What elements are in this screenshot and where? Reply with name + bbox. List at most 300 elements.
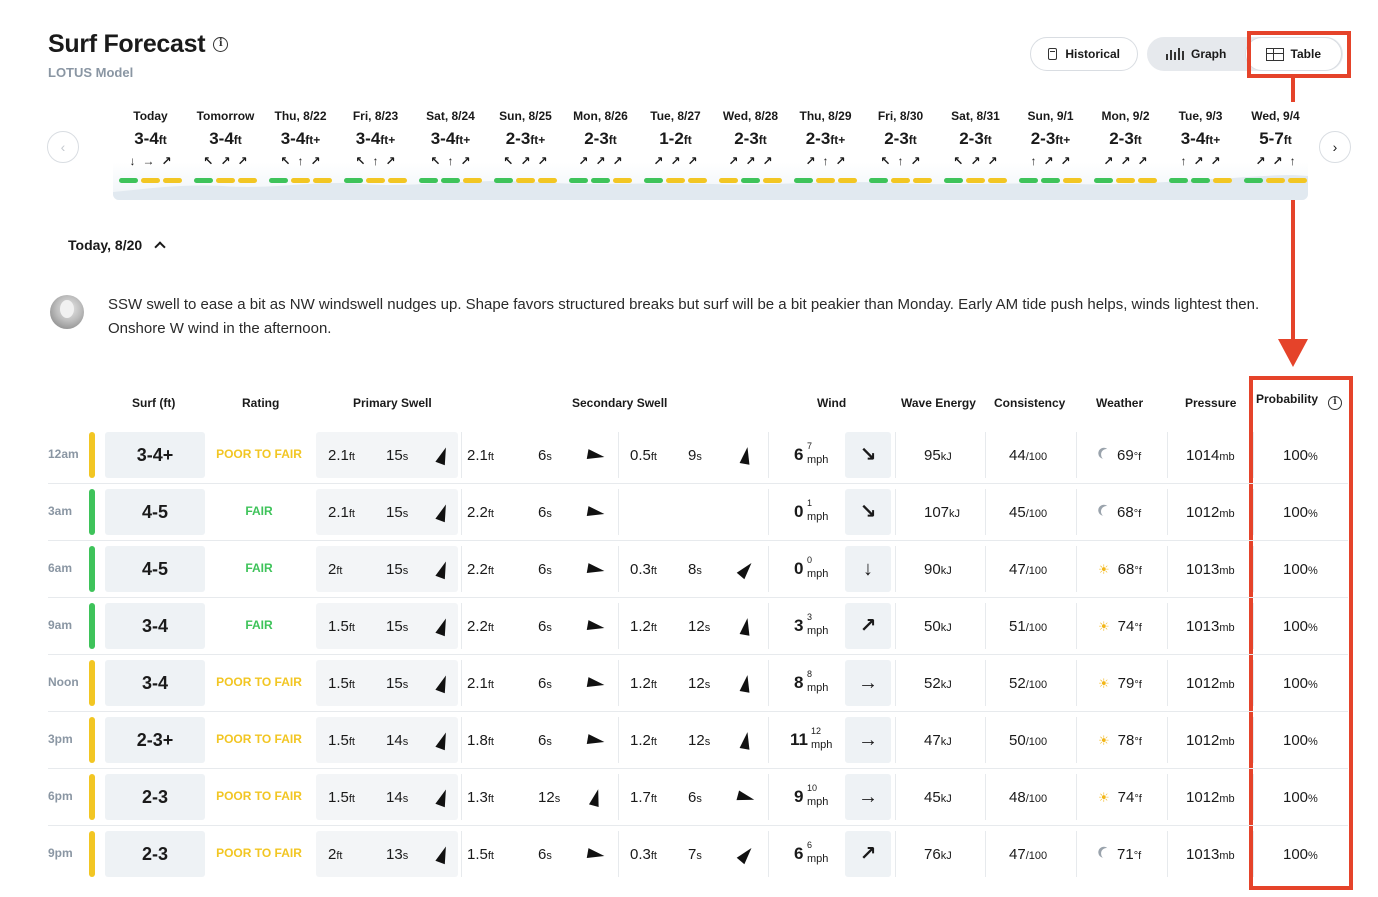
day-surf-height: [1163, 129, 1238, 149]
day-name: Thu, 8/29: [799, 109, 852, 123]
rating-bar: [1094, 178, 1113, 183]
pressure: [1186, 504, 1235, 521]
col-consistency: Consistency: [994, 396, 1066, 410]
primary-swell-period-unit: s: [402, 850, 409, 862]
divider: [985, 489, 986, 535]
secondary-swell-height: [467, 789, 494, 806]
secondary-swell-height-unit: ft: [487, 793, 494, 805]
pressure-unit: mb: [1219, 622, 1235, 634]
wind-arrow-icon: ↗: [859, 843, 877, 865]
primary-swell-period: [386, 561, 408, 578]
wind-speed: [794, 669, 829, 694]
probability-value: 100: [1283, 504, 1309, 521]
rating-bar: [719, 178, 738, 183]
consistency-unit: /100: [1025, 565, 1048, 577]
primary-swell-period-value: 13: [386, 846, 403, 863]
consistency-value: 48: [1009, 789, 1026, 806]
secondary-swell-direction-icon: [587, 620, 605, 633]
day-surf-height: [563, 129, 638, 149]
wind-direction: [845, 660, 891, 706]
tertiary-swell-height-value: 0.5: [630, 447, 651, 464]
day-tile[interactable]: [713, 102, 788, 183]
divider: [1167, 717, 1168, 763]
primary-swell-period: [386, 504, 408, 521]
primary-swell-period-unit: s: [402, 451, 409, 463]
pressure-value: 1014: [1186, 447, 1220, 464]
wind-gust: 8: [807, 669, 813, 679]
day-wind-arrows: [863, 154, 938, 168]
consistency: [1009, 561, 1047, 578]
secondary-swell-height-value: 2.2: [467, 561, 488, 578]
pressure-unit: mb: [1219, 736, 1235, 748]
primary-swell-period: [386, 789, 408, 806]
divider: [1167, 660, 1168, 706]
pressure-value: 1013: [1186, 618, 1220, 635]
divider: [1076, 831, 1077, 877]
day-wind-arrows: [638, 154, 713, 168]
primary-swell-period: [386, 675, 408, 692]
consistency-unit: /100: [1025, 679, 1048, 691]
day-wind-arrows: [113, 154, 188, 168]
table-row[interactable]: [48, 769, 1348, 826]
wind-arrow-icon: ↗: [1210, 154, 1221, 168]
wave-energy-value: 52: [924, 675, 941, 692]
wind-arrow-icon: ↗: [1043, 154, 1054, 168]
secondary-swell-period-value: 6: [538, 504, 547, 521]
rating-bar: [869, 178, 888, 183]
tertiary-swell-period: [688, 447, 702, 464]
primary-swell-period: [386, 846, 408, 863]
row-time: 9pm: [48, 846, 73, 860]
day-surf-plus: +: [388, 133, 396, 147]
tertiary-swell-direction-icon: [737, 845, 756, 864]
probability-info-icon[interactable]: i: [1328, 396, 1342, 410]
tertiary-swell-period-unit: s: [704, 679, 711, 691]
day-surf-unit: ft: [1055, 133, 1064, 147]
probability: [1283, 846, 1318, 863]
day-name: Wed, 9/4: [1251, 109, 1300, 123]
temperature-value: 74: [1117, 618, 1135, 635]
day-rating-bars: [938, 178, 1013, 183]
wind-gust: 1: [807, 498, 813, 508]
primary-swell-height-unit: ft: [348, 508, 355, 520]
primary-swell-height-unit: ft: [348, 736, 355, 748]
probability-unit: %: [1308, 850, 1318, 862]
day-name: Sun, 9/1: [1027, 109, 1074, 123]
rating-color-bar: [89, 831, 95, 877]
divider: [1253, 831, 1254, 877]
secondary-swell-direction-icon: [587, 677, 605, 690]
sun-icon: ☀: [1098, 619, 1110, 634]
secondary-swell-period: [538, 846, 552, 863]
wind-unit: mph: [807, 853, 829, 865]
day-wind-arrows: [1088, 154, 1163, 168]
day-surf-unit: ft: [158, 133, 167, 147]
col-probability: [1256, 388, 1342, 410]
day-wind-arrows: [488, 154, 563, 168]
rating-label: FAIR: [245, 504, 273, 518]
wave-energy: [924, 561, 952, 578]
probability-unit: %: [1308, 622, 1318, 634]
rating-bar: [313, 178, 332, 183]
day-tile[interactable]: [638, 102, 713, 183]
wind-unit: mph: [807, 625, 829, 637]
wind-arrow-icon: ↑: [1289, 154, 1296, 168]
day-tile[interactable]: [263, 102, 338, 183]
day-tile[interactable]: [788, 102, 863, 183]
day-surf-unit: ft: [908, 133, 917, 147]
tertiary-swell-height: [630, 561, 657, 578]
probability: [1283, 675, 1318, 692]
row-time: 3pm: [48, 732, 73, 746]
pressure-value: 1012: [1186, 675, 1220, 692]
day-name: Tue, 9/3: [1178, 109, 1223, 123]
divider: [768, 717, 769, 763]
forecast-table: [48, 427, 1348, 883]
rating-bar: [194, 178, 213, 183]
divider: [1253, 489, 1254, 535]
col-rating: Rating: [242, 396, 280, 410]
col-wind: Wind: [817, 396, 847, 410]
day-wind-arrows: [1238, 154, 1308, 168]
wind-arrow-icon: ↑: [1030, 154, 1037, 168]
probability: [1283, 447, 1318, 464]
wind-arrow-icon: ↖: [503, 154, 514, 168]
consistency-unit: /100: [1025, 451, 1048, 463]
consistency-value: 52: [1009, 675, 1026, 692]
primary-swell-height: [328, 561, 342, 578]
secondary-swell-period: [538, 618, 552, 635]
secondary-swell-period-value: 12: [538, 789, 555, 806]
divider: [1076, 489, 1077, 535]
wind-gust: 10: [807, 783, 818, 793]
col-weather: Weather: [1096, 396, 1144, 410]
divider: [618, 432, 619, 478]
divider: [461, 774, 462, 820]
tertiary-swell-height-value: 1.2: [630, 675, 651, 692]
secondary-swell-period: [538, 561, 552, 578]
wind-arrow-icon: ↖: [880, 154, 891, 168]
day-name: Wed, 8/28: [722, 109, 779, 123]
day-rating-bars: [263, 178, 338, 183]
day-tile[interactable]: [1013, 102, 1088, 183]
temperature-unit: °f: [1134, 736, 1142, 748]
day-surf-value: 3-4: [430, 129, 456, 148]
weather: [1098, 618, 1142, 635]
wind-gust: 6: [807, 840, 813, 850]
divider: [1167, 546, 1168, 592]
wind-arrow-icon: ↗: [385, 154, 396, 168]
secondary-swell-height-value: 2.2: [467, 504, 488, 521]
wave-energy: [924, 846, 952, 863]
day-surf-value: 2-3: [584, 129, 609, 148]
consistency: [1009, 675, 1047, 692]
primary-swell-height-value: 1.5: [328, 675, 349, 692]
chevron-right-icon: ›: [1332, 139, 1338, 155]
divider: [985, 660, 986, 706]
temperature-unit: °f: [1133, 508, 1142, 520]
primary-swell-period-unit: s: [402, 793, 409, 805]
divider: [1253, 717, 1254, 763]
primary-swell-height-value: 1.5: [328, 789, 349, 806]
secondary-swell-height-unit: ft: [487, 622, 494, 634]
rating-bar: [988, 178, 1007, 183]
rating-bar: [344, 178, 363, 183]
selected-day-toggle[interactable]: [68, 237, 164, 253]
table-row[interactable]: [48, 598, 1348, 655]
day-rating-bars: [638, 178, 713, 183]
table-row[interactable]: [48, 541, 1348, 598]
tertiary-swell-height-unit: ft: [650, 850, 657, 862]
wind-direction: [845, 717, 891, 763]
secondary-swell-height-unit: ft: [487, 565, 494, 577]
rating-bar: [666, 178, 685, 183]
temperature-unit: °f: [1133, 451, 1142, 463]
consistency-unit: /100: [1025, 736, 1048, 748]
day-name: Thu, 8/22: [274, 109, 327, 123]
rating-color-bar: [89, 774, 95, 820]
secondary-swell-period-unit: s: [546, 508, 552, 520]
pressure: [1186, 447, 1235, 464]
tertiary-swell-direction-icon: [740, 617, 753, 635]
primary-swell-height: [328, 504, 355, 521]
wave-energy-value: 76: [924, 846, 941, 863]
page-title: Surf Forecast: [48, 30, 206, 58]
strip-prev-button[interactable]: [47, 131, 79, 163]
wind-arrow-icon: ↗: [310, 154, 321, 168]
wind-arrow-icon: ↗: [460, 154, 471, 168]
wind-arrow-icon: ↗: [670, 154, 681, 168]
graph-label: Graph: [1191, 47, 1227, 61]
strip-next-button[interactable]: [1319, 131, 1351, 163]
tertiary-swell-height: [630, 618, 657, 635]
surf-height: 4-5: [105, 546, 205, 592]
rating-bar: [613, 178, 632, 183]
tertiary-swell-period-unit: s: [704, 736, 711, 748]
divider: [895, 489, 896, 535]
primary-swell-period-value: 14: [386, 789, 403, 806]
col-wave-energy: Wave Energy: [901, 396, 976, 410]
rating-bar: [794, 178, 813, 183]
rating-bar: [913, 178, 932, 183]
primary-swell-height-unit: ft: [348, 622, 355, 634]
wind-unit: mph: [807, 796, 829, 808]
divider: [461, 831, 462, 877]
probability-unit: %: [1308, 451, 1318, 463]
table-row[interactable]: [48, 655, 1348, 712]
rating-bar: [1169, 178, 1188, 183]
consistency-unit: /100: [1025, 793, 1048, 805]
surf-height: 3-4: [105, 660, 205, 706]
wind-arrow-icon: →: [858, 729, 878, 751]
day-surf-unit: ft: [1133, 133, 1142, 147]
consistency: [1009, 447, 1047, 464]
divider: [985, 774, 986, 820]
row-time: 12am: [48, 447, 79, 461]
day-tile[interactable]: [338, 102, 413, 183]
col-primary-swell: Primary Swell: [353, 396, 432, 410]
row-time: 6am: [48, 561, 73, 575]
tertiary-swell-period-value: 8: [688, 561, 697, 578]
wave-energy-value: 90: [924, 561, 941, 578]
primary-swell-height-value: 2.1: [328, 447, 349, 464]
wind-arrow-icon: ↗: [910, 154, 921, 168]
wind-arrow-icon: ↘: [859, 444, 877, 466]
tertiary-swell-height-value: 0.3: [630, 846, 651, 863]
rating-bar: [569, 178, 588, 183]
day-surf-height: [788, 129, 863, 149]
divider: [1167, 489, 1168, 535]
secondary-swell-period-unit: s: [546, 451, 552, 463]
col-surf: Surf (ft): [132, 396, 176, 410]
tertiary-swell-direction-icon: [740, 731, 753, 749]
wind-arrow-icon: ↗: [237, 154, 248, 168]
tertiary-swell-direction-icon: [737, 560, 756, 579]
model-label: LOTUS Model: [48, 65, 134, 80]
wave-energy-unit: kJ: [949, 508, 961, 520]
divider: [768, 432, 769, 478]
divider: [461, 546, 462, 592]
surf-height: 2-3: [105, 831, 205, 877]
table-row[interactable]: [48, 427, 1348, 484]
historical-button[interactable]: [1030, 37, 1138, 71]
day-tile[interactable]: [938, 102, 1013, 183]
divider: [1076, 660, 1077, 706]
day-tile[interactable]: [863, 102, 938, 183]
divider: [895, 432, 896, 478]
wave-energy: [924, 618, 952, 635]
rating-bar: [269, 178, 288, 183]
divider: [1076, 432, 1077, 478]
day-tile[interactable]: [1088, 102, 1163, 183]
day-tile[interactable]: [188, 102, 263, 183]
table-row[interactable]: [48, 826, 1348, 883]
day-surf-value: 2-3: [805, 129, 831, 148]
wind-speed: [790, 726, 833, 751]
day-rating-bars: [188, 178, 263, 183]
wind-arrow-icon: ↗: [1272, 154, 1283, 168]
wind-arrow-icon: ↗: [1060, 154, 1071, 168]
bar-chart-icon: [1166, 48, 1184, 60]
primary-swell-height-unit: ft: [348, 679, 355, 691]
rating-bar: [966, 178, 985, 183]
pressure-unit: mb: [1219, 679, 1235, 691]
divider: [618, 717, 619, 763]
rating-label: POOR TO FAIR: [216, 675, 302, 689]
tertiary-swell-height-value: 1.7: [630, 789, 651, 806]
day-surf-height: [638, 129, 713, 149]
day-tile[interactable]: [488, 102, 563, 183]
weather: [1098, 675, 1142, 692]
day-tile[interactable]: [1238, 102, 1308, 183]
wind-arrow-icon: ↑: [1180, 154, 1187, 168]
wind-arrow-icon: ↖: [430, 154, 441, 168]
table-row[interactable]: [48, 712, 1348, 769]
divider: [1076, 717, 1077, 763]
divider: [461, 489, 462, 535]
divider: [618, 774, 619, 820]
divider: [618, 831, 619, 877]
wind-arrow-icon: ↖: [953, 154, 964, 168]
wind-arrow-icon: ↗: [1255, 154, 1266, 168]
wind-unit: mph: [807, 682, 829, 694]
rating-color-bar: [89, 546, 95, 592]
wind-unit: mph: [807, 454, 829, 466]
primary-swell-height-value: 2.1: [328, 504, 349, 521]
probability-unit: %: [1308, 508, 1318, 520]
secondary-swell-period-unit: s: [546, 679, 552, 691]
wind-speed: [794, 840, 829, 865]
consistency-unit: /100: [1025, 622, 1048, 634]
day-name: Sat, 8/31: [951, 109, 1000, 123]
day-tile[interactable]: [1163, 102, 1238, 183]
day-surf-value: 3-4: [280, 129, 306, 148]
day-surf-plus: +: [1063, 133, 1071, 147]
day-surf-unit: ft: [758, 133, 767, 147]
tertiary-swell-height-value: 1.2: [630, 732, 651, 749]
rating-bar: [216, 178, 235, 183]
primary-swell-height: [328, 447, 355, 464]
secondary-swell-period-unit: s: [546, 736, 552, 748]
chevron-left-icon: ‹: [60, 139, 66, 155]
pressure: [1186, 618, 1235, 635]
pressure-value: 1012: [1186, 732, 1220, 749]
wave-energy-value: 45: [924, 789, 941, 806]
secondary-swell-direction-icon: [587, 563, 605, 576]
secondary-swell-height-unit: ft: [487, 850, 494, 862]
day-wind-arrows: [788, 154, 863, 168]
wind-arrow-icon: ↑: [447, 154, 454, 168]
day-surf-plus: +: [838, 133, 846, 147]
table-label: Table: [1290, 47, 1321, 61]
consistency-unit: /100: [1025, 508, 1048, 520]
day-surf-unit: ft: [683, 133, 692, 147]
consistency-value: 47: [1009, 561, 1026, 578]
tertiary-swell-height: [630, 846, 657, 863]
rating-bar: [1191, 178, 1210, 183]
wind-gust: 0: [807, 555, 813, 565]
divider: [1253, 603, 1254, 649]
day-tile[interactable]: [563, 102, 638, 183]
weather: [1098, 846, 1141, 863]
rating-bar: [238, 178, 257, 183]
rating-color-bar: [89, 489, 95, 535]
divider: [985, 831, 986, 877]
tertiary-swell-height-unit: ft: [650, 679, 657, 691]
graph-button[interactable]: [1148, 37, 1244, 71]
tertiary-swell-period: [688, 675, 710, 692]
primary-swell-period-unit: s: [402, 736, 409, 748]
wind-arrow-icon: ↖: [355, 154, 366, 168]
wind-arrow-icon: ↗: [520, 154, 531, 168]
rating-color-bar: [89, 603, 95, 649]
table-row[interactable]: [48, 484, 1348, 541]
day-surf-unit: ft: [530, 133, 539, 147]
secondary-swell-height-value: 2.2: [467, 618, 488, 635]
probability: [1283, 504, 1318, 521]
wind-unit: mph: [811, 739, 833, 751]
day-tile[interactable]: [413, 102, 488, 183]
primary-swell-height: [328, 675, 355, 692]
temperature-unit: °f: [1134, 793, 1142, 805]
pressure-value: 1013: [1186, 561, 1220, 578]
info-icon[interactable]: i: [213, 37, 228, 52]
day-surf-value: 5-7: [1259, 129, 1284, 148]
primary-swell-height: [328, 789, 355, 806]
pressure-value: 1013: [1186, 846, 1220, 863]
day-tile[interactable]: [113, 102, 188, 183]
rating-bar: [1244, 178, 1263, 183]
